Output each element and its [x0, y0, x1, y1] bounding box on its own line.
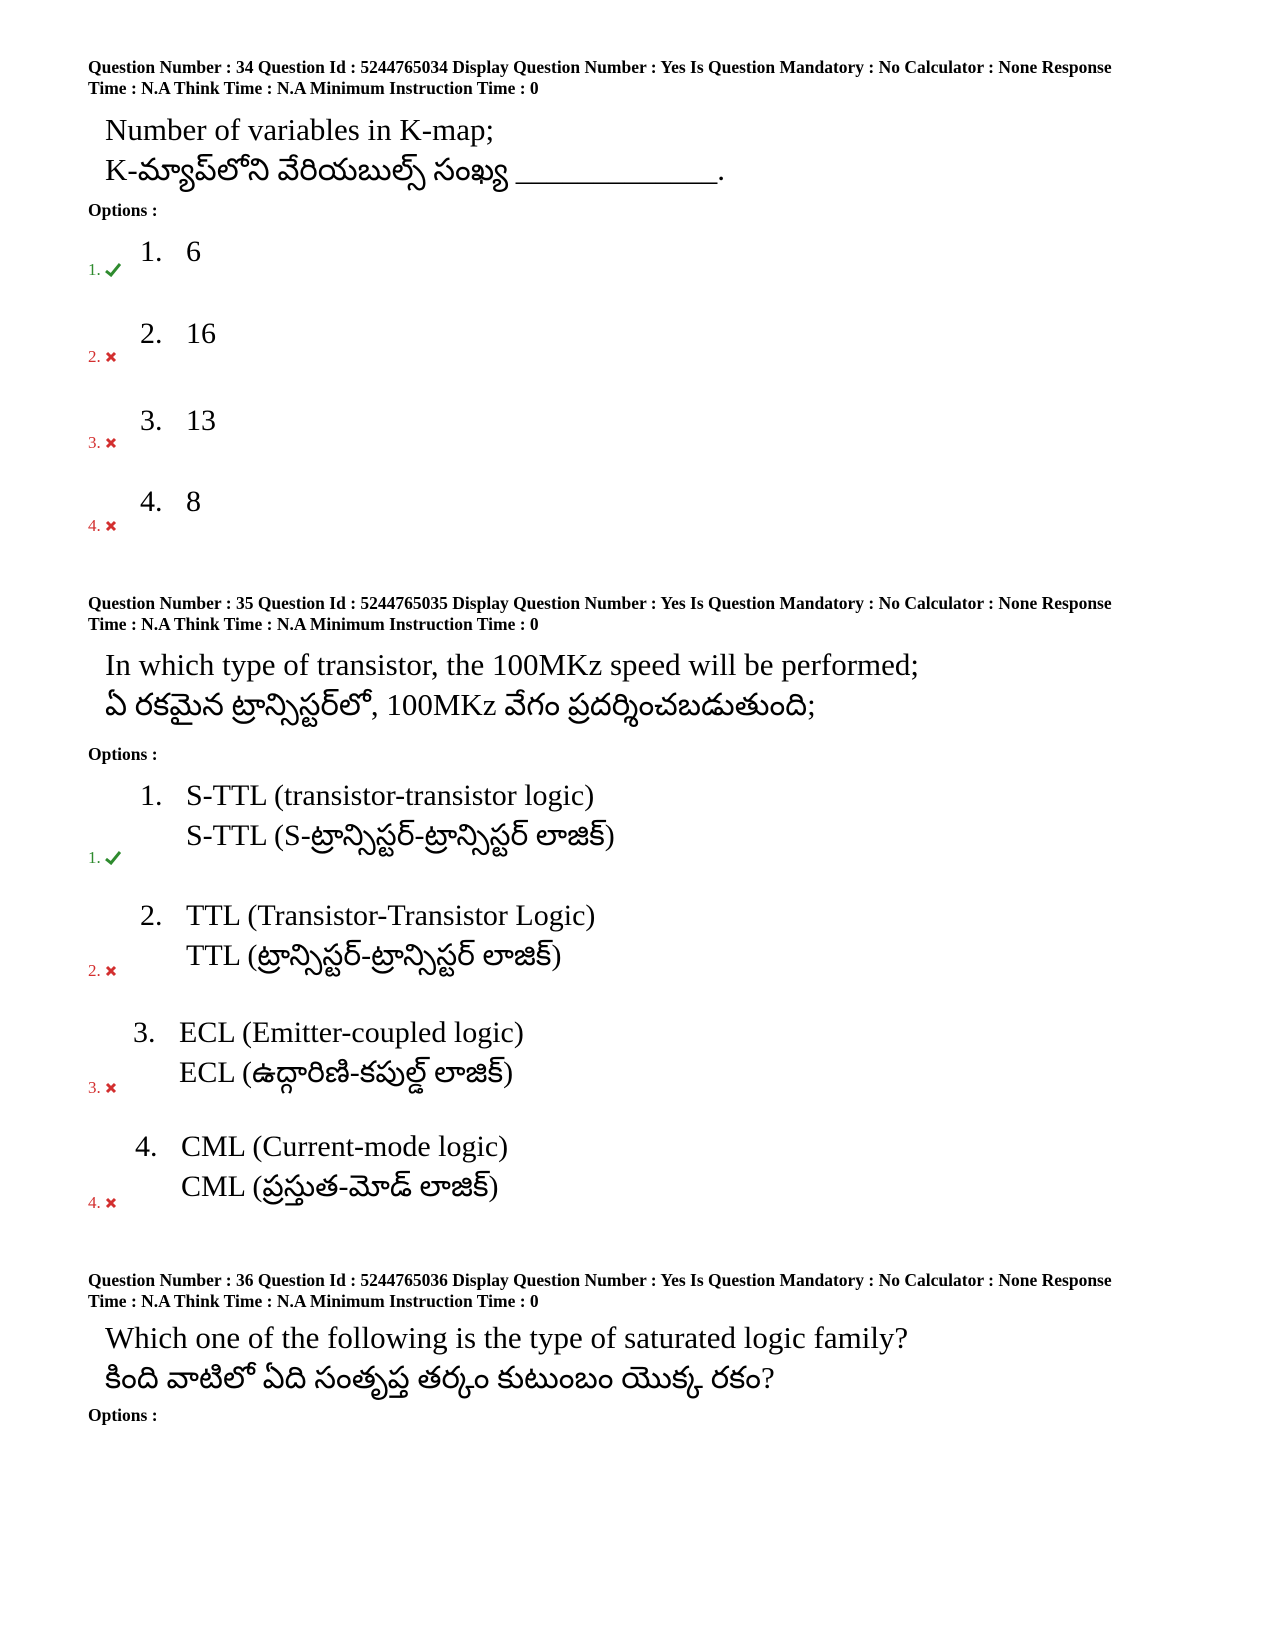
option-marker-correct	[88, 848, 121, 868]
cross-icon	[105, 965, 117, 977]
cross-icon	[105, 1197, 117, 1209]
option-number: 4.	[140, 485, 163, 518]
check-icon	[105, 851, 121, 865]
option-text: 6	[186, 235, 201, 268]
option-number: 3.	[140, 404, 163, 437]
option-marker-number: 1.	[88, 848, 101, 867]
question-text-en: In which type of transistor, the 100MKz speed will be performed;	[105, 647, 920, 682]
question-34-text	[105, 110, 725, 190]
meta-line-2: Time : N.A Think Time : N.A Minimum Instruction Time : 0	[88, 78, 539, 98]
option-number: 2.	[140, 899, 163, 932]
cross-icon	[105, 351, 117, 363]
option-number: 1.	[140, 779, 163, 812]
question-36-text	[105, 1318, 908, 1398]
option-3	[133, 1013, 524, 1093]
option-text: CML (Current-mode logic)	[181, 1130, 509, 1163]
option-text-te: S-TTL (S-ట్రాన్సిస్టర్-ట్రాన్సిస్టర్ లాజిక్)	[186, 819, 615, 852]
question-36-meta	[88, 1270, 1208, 1312]
option-text: ECL (Emitter-coupled logic)	[179, 1016, 524, 1049]
option-4	[135, 1127, 508, 1207]
option-marker-number: 2.	[88, 347, 101, 366]
options-label: Options :	[88, 200, 158, 220]
option-number: 1.	[140, 235, 163, 268]
option-number: 2.	[140, 317, 163, 350]
option-1	[140, 232, 201, 272]
option-marker-number: 1.	[88, 260, 101, 279]
meta-line-1: Question Number : 36 Question Id : 5244765036 Display Question Number : Yes Is Question Mandatory : No Calculator : None Response	[88, 1270, 1112, 1290]
option-marker-wrong	[88, 347, 117, 367]
option-text: S-TTL (transistor-transistor logic)	[186, 779, 595, 812]
option-2	[140, 896, 595, 976]
option-marker-correct	[88, 260, 121, 280]
option-marker-wrong	[88, 433, 117, 453]
option-number: 4.	[135, 1130, 158, 1163]
question-text-te: కింది వాటిలో ఏది సంతృప్త తర్కం కుటుంబం యొక్క రకం?	[105, 1360, 775, 1395]
option-text: 8	[186, 485, 201, 518]
check-icon	[105, 263, 121, 277]
option-text: 13	[186, 404, 216, 437]
option-marker-number: 3.	[88, 1078, 101, 1097]
option-marker-number: 3.	[88, 433, 101, 452]
cross-icon	[105, 520, 117, 532]
option-marker-number: 4.	[88, 1193, 101, 1212]
options-label: Options :	[88, 1405, 158, 1425]
question-text-en: Number of variables in K-map;	[105, 112, 495, 147]
question-35-text	[105, 645, 919, 725]
option-marker-number: 4.	[88, 516, 101, 535]
meta-line-1: Question Number : 35 Question Id : 5244765035 Display Question Number : Yes Is Question Mandatory : No Calculator : None Response	[88, 593, 1112, 613]
option-marker-wrong	[88, 1078, 117, 1098]
option-marker-wrong	[88, 1193, 117, 1213]
question-text-en: Which one of the following is the type of saturated logic family?	[105, 1320, 909, 1355]
option-marker-wrong	[88, 516, 117, 536]
question-35-meta	[88, 593, 1208, 635]
option-text: 16	[186, 317, 216, 350]
question-34-meta	[88, 57, 1208, 99]
option-text: TTL (Transistor-Transistor Logic)	[186, 899, 596, 932]
question-text-te: ఏ రకమైన ట్రాన్సిస్టర్‌లో, 100MKz వేగం ప్రదర్శించబడుతుంది;	[105, 687, 816, 722]
cross-icon	[105, 437, 117, 449]
option-text-te: CML (ప్రస్తుత-మోడ్ లాజిక్)	[181, 1170, 499, 1203]
option-number: 3.	[133, 1016, 156, 1049]
cross-icon	[105, 1082, 117, 1094]
options-label: Options :	[88, 744, 158, 764]
question-text-te: K-మ్యాప్‌లోని వేరియబుల్స్ సంఖ్య _____________.	[105, 152, 726, 187]
option-text-te: TTL (ట్రాన్సిస్టర్-ట్రాన్సిస్టర్ లాజిక్)	[186, 939, 562, 972]
meta-line-2: Time : N.A Think Time : N.A Minimum Instruction Time : 0	[88, 614, 539, 634]
option-marker-wrong	[88, 961, 117, 981]
option-2	[140, 314, 216, 354]
option-text-te: ECL (ఉద్గారిణి-కపుల్డ్ లాజిక్)	[179, 1056, 514, 1089]
option-3	[140, 401, 216, 441]
option-marker-number: 2.	[88, 961, 101, 980]
option-4	[140, 482, 201, 522]
option-1	[140, 776, 615, 856]
meta-line-2: Time : N.A Think Time : N.A Minimum Instruction Time : 0	[88, 1291, 539, 1311]
meta-line-1: Question Number : 34 Question Id : 5244765034 Display Question Number : Yes Is Question Mandatory : No Calculator : None Response	[88, 57, 1112, 77]
